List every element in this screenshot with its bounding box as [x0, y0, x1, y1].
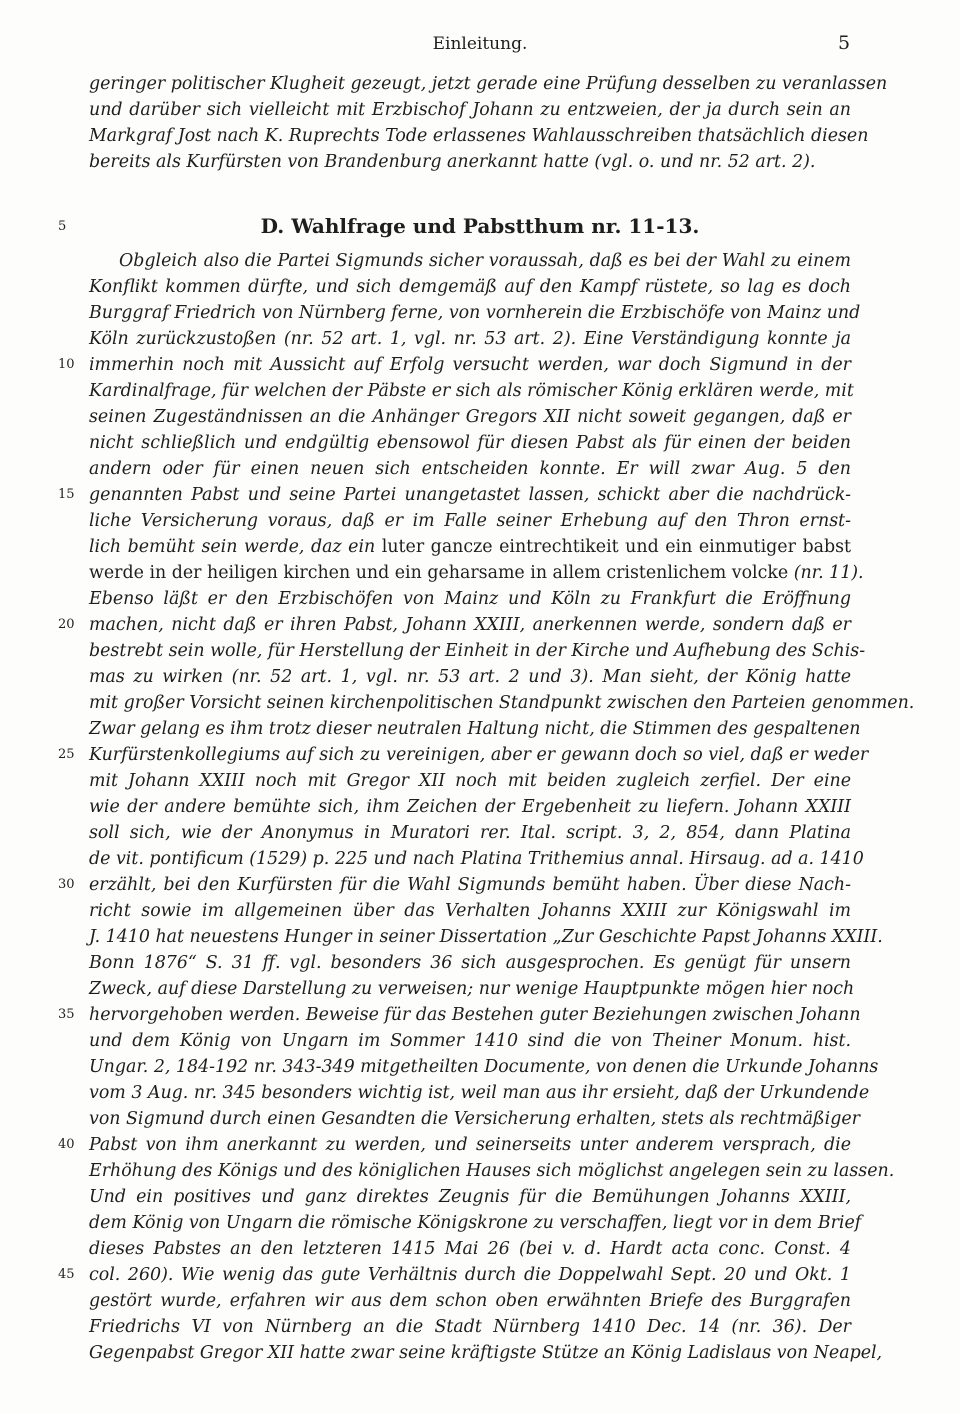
line-number: 40 [58, 1137, 75, 1152]
text-line: Konflikt kommen dürfte, und sich demgemäß auf den Kampf rüstete, so lag es doch [89, 277, 851, 297]
text-line: Ebenso läßt er den Erzbischöfen von Mainz und Köln zu Frankfurt die Eröffnung [89, 589, 851, 609]
quoted-text: werde in der heiligen kirchen und ein geharsame in allem cristenlichem volcke [89, 563, 789, 583]
text-line: soll sich, wie der Anonymus in Muratori rer. Ital. script. 3, 2, 854, dann Platina [89, 823, 851, 843]
text-line: Zweck, auf diese Darstellung zu verweisen; nur wenige Hauptpunkte mögen hier noch [89, 979, 855, 999]
text-line: mit Johann XXIII noch mit Gregor XII noch mit beiden zugleich zerfiel. Der eine [89, 771, 851, 791]
text-line: immerhin noch mit Aussicht auf Erfolg versucht werden, war doch Sigmund in der [89, 355, 851, 375]
line-number: 45 [58, 1267, 75, 1282]
text-line: dieses Pabstes an den letzteren 1415 Mai 26 (bei v. d. Hardt acta conc. Const. 4 [89, 1239, 851, 1259]
page-number: 5 [838, 32, 851, 54]
text-line: J. 1410 hat neuestens Hunger in seiner Dissertation „Zur Geschichte Papst Johanns XXIII. [89, 927, 883, 947]
text-line: Gegenpabst Gregor XII hatte zwar seine kräftigste Stütze an König Ladislaus von Neapel, [89, 1343, 883, 1363]
line-number: 10 [58, 357, 75, 372]
text-line: bereits als Kurfürsten von Brandenburg anerkannt hatte (vgl. o. und nr. 52 art. 2). [89, 152, 816, 172]
text-line: werde in der heiligen kirchen und ein geharsame in allem cristenlichem volcke (nr. 11). [89, 563, 864, 583]
text-line: Friedrichs VI von Nürnberg an die Stadt Nürnberg 1410 Dec. 14 (nr. 36). Der [89, 1317, 851, 1337]
text-line: liche Versicherung voraus, daß er im Falle seiner Erhebung auf den Thron ernst- [89, 511, 851, 531]
line-number: 5 [58, 219, 67, 234]
text-line: seinen Zugeständnissen an die Anhänger Gregors XII nicht soweit gegangen, daß er [89, 407, 851, 427]
text-line: nicht schließlich und endgültig ebensowol für diesen Pabst als für einen der beiden [89, 433, 851, 453]
text-line: machen, nicht daß er ihren Pabst, Johann XXIII, anerkennen werde, sondern daß er [89, 615, 851, 635]
running-title: Einleitung. [432, 34, 528, 54]
text-line: Markgraf Jost nach K. Ruprechts Tode erlassenes Wahlausschreiben thatsächlich diesen [89, 126, 869, 146]
text-line: Burggraf Friedrich von Nürnberg ferne, von vornherein die Erzbischöfe von Mainz und [89, 303, 861, 323]
text-line: erzählt, bei den Kurfürsten für die Wahl Sigmunds bemüht haben. Über diese Nach- [89, 875, 851, 895]
text-line: vom 3 Aug. nr. 345 besonders wichtig ist, weil man aus ihr ersieht, daß der Urkundende [89, 1083, 870, 1103]
text-line: Kardinalfrage, für welchen der Päbste er sich als römischer König erklären werde, mit [89, 381, 854, 401]
line-number: 30 [58, 877, 75, 892]
text-line: Und ein positives und ganz direktes Zeugnis für die Bemühungen Johanns XXIII, [89, 1187, 851, 1207]
section-heading: D. Wahlfrage und Pabstthum nr. 11-13. [260, 214, 700, 238]
quoted-text: luter gancze eintrechtikeit und ein einmutiger babst [381, 537, 851, 557]
text-line: Erhöhung des Königs und des königlichen Hauses sich möglichst angelegen sein zu lassen. [89, 1161, 895, 1181]
text-line: von Sigmund durch einen Gesandten die Versicherung erhalten, stets als rechtmäßiger [89, 1109, 860, 1129]
text-line: Pabst von ihm anerkannt zu werden, und seinerseits unter anderem versprach, die [89, 1135, 851, 1155]
text-line: Bonn 1876“ S. 31 ff. vgl. besonders 36 sich ausgesprochen. Es genügt für unsern [89, 953, 851, 973]
text-line: bestrebt sein wolle, für Herstellung der Einheit in der Kirche und Aufhebung des Schis- [89, 641, 866, 661]
text-line: Köln zurückzustoßen (nr. 52 art. 1, vgl. nr. 53 art. 2). Eine Verständigung konnte ja [89, 329, 851, 349]
text-line: col. 260). Wie wenig das gute Verhältnis durch die Doppelwahl Sept. 20 und Okt. 1 [89, 1265, 851, 1285]
text-line: andern oder für einen neuen sich entscheiden konnte. Er will zwar Aug. 5 den [89, 459, 851, 479]
text-line: richt sowie im allgemeinen über das Verhalten Johanns XXIII zur Königswahl im [89, 901, 851, 921]
text-line: und dem König von Ungarn im Sommer 1410 sind die von Theiner Monum. hist. [89, 1031, 851, 1051]
text-line: mas zu wirken (nr. 52 art. 1, vgl. nr. 53 art. 2 und 3). Man sieht, der König hatte [89, 667, 851, 687]
text-line: Zwar gelang es ihm trotz dieser neutralen Haltung nicht, die Stimmen des gespaltenen [89, 719, 861, 739]
text-line: mit großer Vorsicht seinen kirchenpolitischen Standpunkt zwischen den Parteien genommen. [89, 693, 915, 713]
text-line: wie der andere bemühte sich, ihm Zeichen der Ergebenheit zu liefern. Johann XXIII [89, 797, 851, 817]
text-line: Ungar. 2, 184-192 nr. 343-349 mitgetheilten Documente, von denen die Urkunde Johanns [89, 1057, 879, 1077]
text-line: Kurfürstenkollegiums auf sich zu vereinigen, aber er gewann doch so viel, daß er weder [89, 745, 869, 765]
text-line: geringer politischer Klugheit gezeugt, jetzt gerade eine Prüfung desselben zu veranlassen [89, 74, 888, 94]
text-line: de vit. pontificum (1529) p. 225 und nach Platina Trithemius annal. Hirsaug. ad a. 1410 [89, 849, 864, 869]
text-line: genannten Pabst und seine Partei unangetastet lassen, schickt aber die nachdrück- [89, 485, 851, 505]
text-line: gestört wurde, erfahren wir aus dem schon oben erwähnten Briefe des Burggrafen [89, 1291, 851, 1311]
text-line: hervorgehoben werden. Beweise für das Bestehen guter Beziehungen zwischen Johann [89, 1005, 861, 1025]
text-line: lich bemüht sein werde, daz ein luter gancze eintrechtikeit und ein einmutiger babst [89, 537, 851, 557]
text-line: Obgleich also die Partei Sigmunds sicher voraussah, daß es bei der Wahl zu einem [119, 251, 851, 271]
line-number: 25 [58, 747, 75, 762]
line-number: 20 [58, 617, 75, 632]
text-line: und darüber sich vielleicht mit Erzbischof Johann zu entzweien, der ja durch sein an [89, 100, 851, 120]
line-number: 35 [58, 1007, 75, 1022]
text-line: dem König von Ungarn die römische Königskrone zu verschaffen, liegt vor in dem Brief [89, 1213, 862, 1233]
line-number: 15 [58, 487, 75, 502]
